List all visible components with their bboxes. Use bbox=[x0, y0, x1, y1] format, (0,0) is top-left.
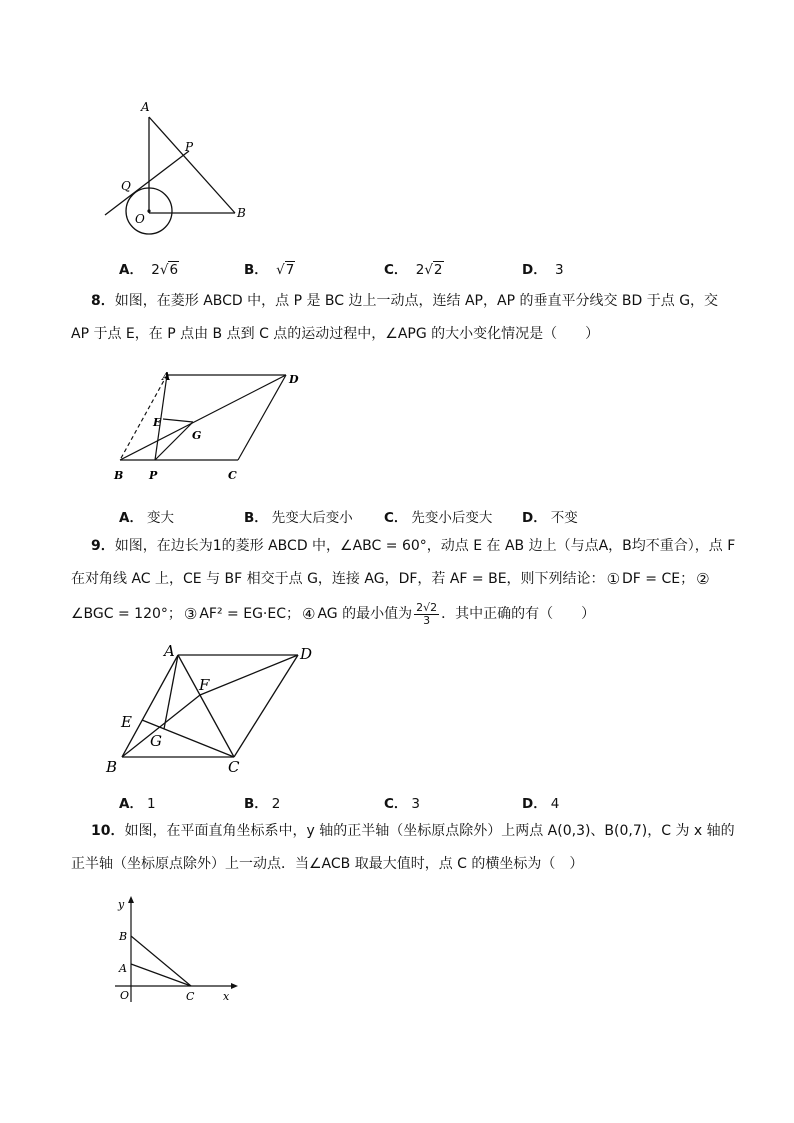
figure-q10 bbox=[105, 892, 245, 1010]
conclusion-marker-1: ① bbox=[606, 569, 621, 588]
option-text: 不变 bbox=[550, 510, 578, 526]
option-text: 4 bbox=[550, 796, 560, 812]
question-text: 如图，在平面直角坐标系中，y 轴的正半轴（坐标原点除外）上两点 A(0,3)、B(0,7)，C 为 x 轴的 bbox=[124, 823, 735, 839]
q9-option-a[interactable] bbox=[119, 792, 156, 812]
q10-line-1 bbox=[91, 815, 751, 847]
option-text: 1 bbox=[146, 796, 156, 812]
y-axis-arrow-icon bbox=[128, 896, 134, 903]
q9-option-b[interactable] bbox=[244, 792, 280, 812]
option-letter: C． bbox=[384, 510, 408, 526]
label-A: A bbox=[141, 100, 150, 114]
diagonal-BD bbox=[120, 375, 286, 460]
conclusion-3: AF² = EG·EC； bbox=[199, 606, 300, 622]
side-DC bbox=[234, 655, 298, 757]
question-number: 10． bbox=[91, 823, 125, 839]
conclusion-marker-4: ④ bbox=[301, 604, 316, 623]
figure-q8 bbox=[108, 362, 308, 487]
option-text: 先变大后变小 bbox=[271, 510, 353, 526]
radical-sign: √ bbox=[159, 262, 169, 278]
q7-option-a[interactable] bbox=[119, 258, 179, 278]
label-A: A bbox=[164, 642, 175, 660]
label-B: B bbox=[119, 930, 128, 943]
radical-sign: √ bbox=[424, 262, 433, 278]
q10-line-2 bbox=[71, 848, 731, 880]
q8-option-d[interactable] bbox=[522, 506, 578, 526]
q9-line-3 bbox=[71, 598, 731, 630]
q9-option-d[interactable] bbox=[522, 792, 559, 812]
coef: 2 bbox=[151, 262, 160, 278]
fraction-denominator: 3 bbox=[423, 613, 431, 627]
radical-sign: √ bbox=[276, 262, 285, 278]
label-P: P bbox=[149, 469, 158, 482]
option-value bbox=[416, 262, 444, 278]
center-point-O bbox=[147, 209, 150, 212]
label-y: y bbox=[118, 898, 125, 911]
fraction-min-value bbox=[414, 602, 439, 627]
question-number: 9． bbox=[91, 538, 115, 554]
radicand: 6 bbox=[169, 262, 179, 278]
figure-q7 bbox=[95, 95, 265, 240]
label-B: B bbox=[106, 758, 118, 776]
question-text: 如图，在边长为1的菱形 ABCD 中，∠ABC = 60°，动点 E 在 AB 边上（与点A，B均不重合），点 F bbox=[114, 538, 736, 554]
option-letter: D． bbox=[522, 796, 547, 812]
conclusion-4: AG 的最小值为 bbox=[317, 606, 413, 622]
label-C: C bbox=[228, 758, 240, 776]
option-letter: B． bbox=[244, 510, 268, 526]
option-text: 变大 bbox=[146, 510, 174, 526]
label-Q: Q bbox=[121, 179, 131, 193]
label-F: F bbox=[199, 676, 210, 694]
q8-line-1 bbox=[91, 285, 751, 317]
q9-option-c[interactable] bbox=[384, 792, 420, 812]
segment-DF bbox=[200, 655, 298, 695]
q7-option-b[interactable] bbox=[244, 258, 295, 278]
segment-EG bbox=[163, 419, 193, 422]
label-B: B bbox=[237, 206, 246, 220]
q9-line-1 bbox=[91, 530, 751, 562]
conclusion-1: DF = CE； bbox=[622, 571, 695, 587]
label-C: C bbox=[186, 990, 195, 1003]
q8-option-b[interactable] bbox=[244, 506, 353, 526]
label-A: A bbox=[162, 370, 171, 383]
q8-option-c[interactable] bbox=[384, 506, 492, 526]
option-value: 3 bbox=[555, 262, 564, 278]
radicand: 7 bbox=[285, 262, 295, 278]
figure-q9 bbox=[100, 638, 330, 783]
label-D: D bbox=[300, 645, 313, 663]
label-x: x bbox=[223, 990, 230, 1003]
option-letter: C． bbox=[384, 262, 408, 278]
option-letter: B． bbox=[244, 262, 268, 278]
label-G: G bbox=[150, 732, 162, 750]
option-letter: A． bbox=[119, 510, 143, 526]
option-text: 先变小后变大 bbox=[411, 510, 493, 526]
label-O: O bbox=[120, 989, 130, 1002]
question-text: 正半轴（坐标原点除外）上一动点．当∠ACB 取最大值时，点 C 的横坐标为（ ） bbox=[71, 856, 584, 872]
segment-AB bbox=[149, 117, 235, 213]
label-P: P bbox=[185, 140, 194, 154]
q8-option-a[interactable] bbox=[119, 506, 174, 526]
fraction-numerator: 2√2 bbox=[416, 600, 438, 614]
option-text: 3 bbox=[411, 796, 421, 812]
q8-line-2 bbox=[71, 318, 731, 350]
option-value bbox=[276, 262, 295, 278]
question-text: 在对角线 AC 上，CE 与 BF 相交于点 G，连接 AG，DF，若 AF = BE，则下列结论： bbox=[71, 571, 605, 587]
option-letter: A． bbox=[119, 796, 143, 812]
label-G: G bbox=[192, 429, 202, 442]
option-text: 2 bbox=[271, 796, 281, 812]
conclusion-2: ∠BGC = 120°； bbox=[71, 606, 182, 622]
x-axis-arrow-icon bbox=[231, 983, 238, 989]
q7-option-c[interactable] bbox=[384, 258, 444, 278]
question-tail: ．其中正确的有（ ） bbox=[441, 606, 596, 622]
label-C: C bbox=[228, 469, 237, 482]
radicand: 2 bbox=[433, 262, 443, 278]
label-B: B bbox=[114, 469, 124, 482]
label-O: O bbox=[135, 212, 145, 226]
conclusion-marker-3: ③ bbox=[183, 604, 198, 623]
label-D: D bbox=[289, 373, 299, 386]
option-letter: D． bbox=[522, 510, 547, 526]
q7-option-d[interactable] bbox=[522, 258, 564, 278]
coef: 2 bbox=[415, 262, 425, 278]
option-letter: B． bbox=[244, 796, 268, 812]
option-letter: C． bbox=[384, 796, 408, 812]
label-E: E bbox=[121, 713, 132, 731]
conclusion-marker-2: ② bbox=[696, 569, 710, 588]
segment-AC bbox=[131, 964, 191, 986]
tangent-line-PQ bbox=[105, 151, 189, 215]
option-letter: D． bbox=[522, 262, 547, 278]
q9-line-2 bbox=[71, 563, 731, 595]
option-value bbox=[151, 262, 179, 278]
question-number: 8． bbox=[91, 293, 115, 309]
option-letter: A． bbox=[119, 262, 143, 278]
label-E: E bbox=[153, 416, 162, 429]
question-text: AP 于点 E，在 P 点由 B 点到 C 点的运动过程中，∠APG 的大小变化情况是（ ） bbox=[71, 326, 600, 342]
label-A: A bbox=[119, 962, 127, 975]
question-text: 如图，在菱形 ABCD 中，点 P 是 BC 边上一动点，连结 AP，AP 的垂直平分线交 BD 于点 G，交 bbox=[114, 293, 719, 309]
segment-BC bbox=[131, 936, 191, 986]
